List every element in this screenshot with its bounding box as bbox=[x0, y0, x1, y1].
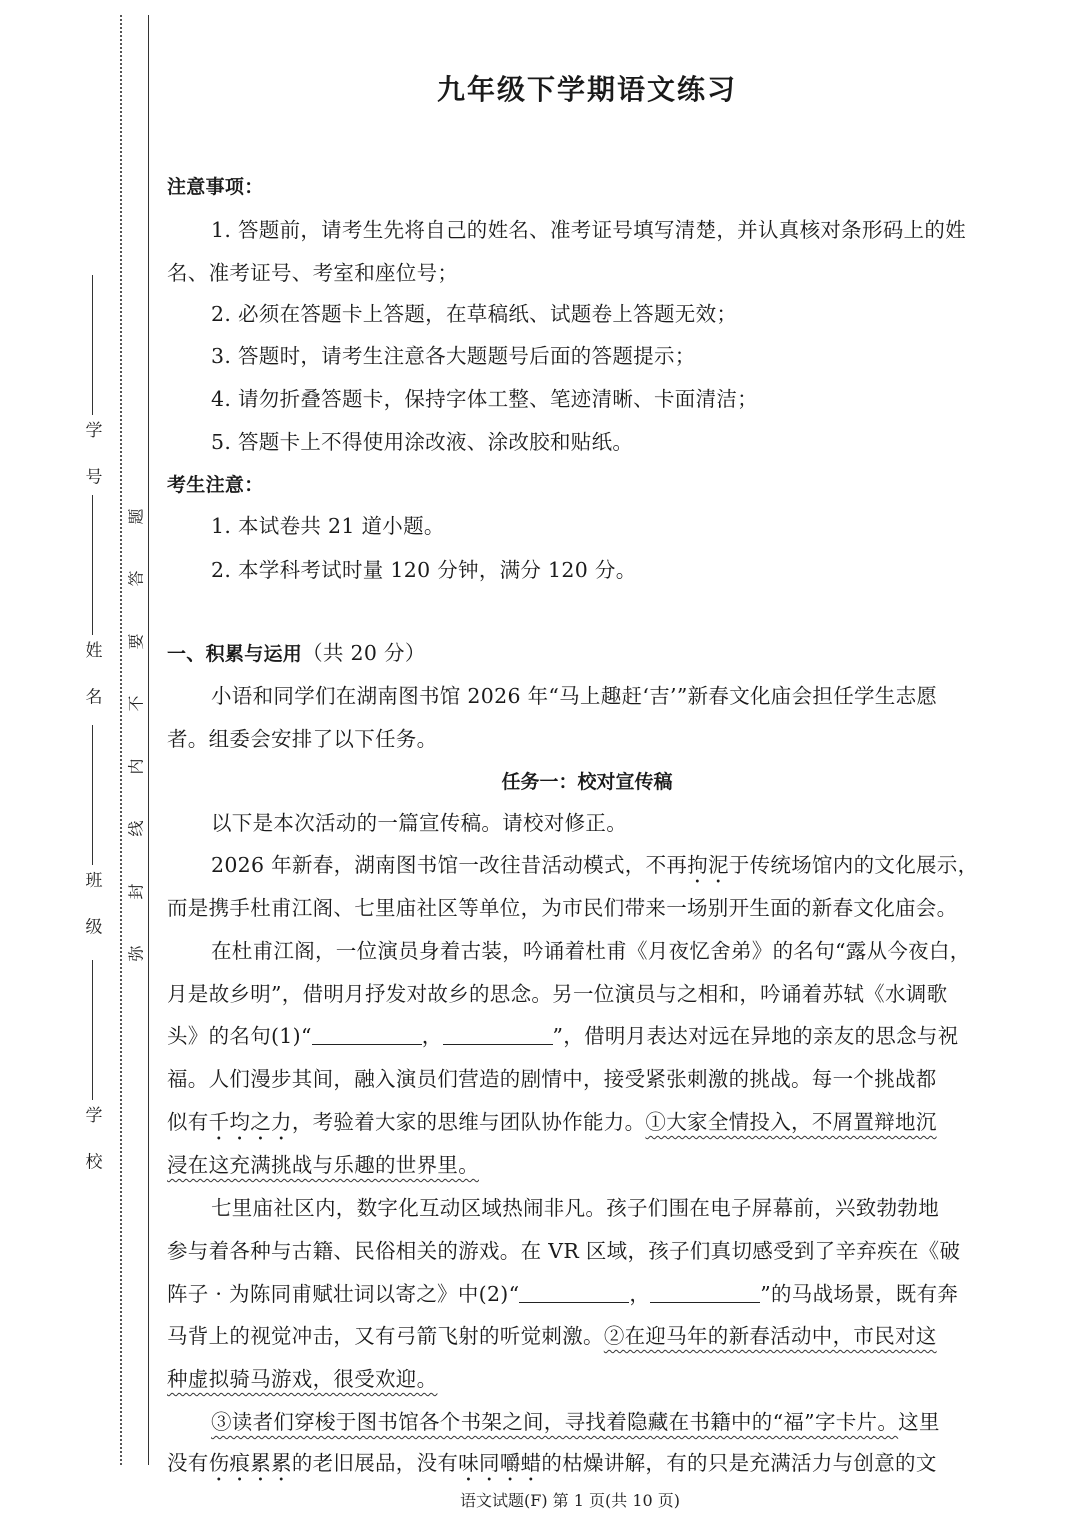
intro-line: 者。组委会安排了以下任务。 bbox=[167, 727, 438, 751]
binding-solid-line bbox=[148, 15, 149, 1465]
school-blank[interactable] bbox=[92, 960, 93, 1100]
text-span: 阵子 · 为陈同甫赋壮词以寄之》中(2)“ bbox=[167, 1282, 520, 1306]
answer-blank-1a[interactable] bbox=[312, 1024, 422, 1045]
student-id-field[interactable] bbox=[78, 275, 106, 502]
task-title: 任务一：校对宣传稿 bbox=[501, 771, 673, 793]
wavy-sentence-2-cont: 种虚拟骑马游戏，很受欢迎。 bbox=[167, 1367, 438, 1391]
section-title: 一、积累与运用 bbox=[167, 643, 303, 665]
page-title: 九年级下学期语文练习 bbox=[436, 73, 737, 106]
paragraph-line: 七里庙社区内，数字化互动区域热闹非凡。孩子们围在电子屏幕前，兴致勃勃地 bbox=[211, 1196, 939, 1220]
seal-char: 要 bbox=[126, 633, 146, 650]
intro-line: 小语和同学们在湖南图书馆 2026 年“马上趣赶‘吉’”新春文化庙会担任学生志愿 bbox=[211, 684, 938, 708]
task-intro: 以下是本次活动的一篇宣传稿。请校对修正。 bbox=[211, 811, 627, 835]
seal-char: 线 bbox=[126, 820, 146, 837]
notice-item: 5. 答题卡上不得使用涂改液、涂改胶和贴纸。 bbox=[211, 430, 634, 454]
dotted-word: 味同嚼蜡 bbox=[458, 1451, 542, 1475]
wavy-sentence-2: ②在迎马年的新春活动中，市民对这 bbox=[603, 1324, 937, 1348]
candidate-item: 2. 本学科考试时量 120 分钟，满分 120 分。 bbox=[211, 558, 637, 582]
text-span: 这里 bbox=[898, 1410, 940, 1434]
name-blank[interactable] bbox=[92, 495, 93, 635]
notice-item: 名、准考证号、考室和座位号； bbox=[167, 261, 459, 285]
candidate-item: 1. 本试卷共 21 道小题。 bbox=[211, 514, 445, 538]
paragraph-line bbox=[167, 1407, 1007, 1437]
seal-char: 弥 bbox=[126, 945, 146, 962]
name-field[interactable] bbox=[78, 495, 106, 722]
text-span: 没有 bbox=[167, 1451, 209, 1475]
wavy-sentence-3: ③读者们穿梭于图书馆各个书架之间，寻找着隐藏在书籍中的“福”字卡片。 bbox=[211, 1410, 899, 1434]
paragraph-line bbox=[167, 1150, 1007, 1180]
answer-blank-1b[interactable] bbox=[443, 1024, 553, 1045]
paragraph-line bbox=[167, 1107, 1007, 1145]
answer-blank-2b[interactable] bbox=[650, 1282, 760, 1303]
notice-item: 4. 请勿折叠答题卡，保持字体工整、笔迹清晰、卡面清洁； bbox=[211, 387, 758, 411]
notice-heading: 注意事项： bbox=[167, 176, 264, 198]
wavy-sentence-1: ①大家全情投入，不屑置辩地沉 bbox=[645, 1110, 937, 1134]
seal-char: 内 bbox=[126, 758, 146, 775]
class-blank[interactable] bbox=[92, 725, 93, 865]
student-id-label: 学 号 bbox=[81, 421, 102, 497]
notice-item: 3. 答题时，请考生注意各大题题号后面的答题提示； bbox=[211, 344, 696, 368]
dotted-word: 伤痕累累 bbox=[208, 1451, 292, 1475]
paragraph-line bbox=[167, 1448, 1007, 1486]
section-score: （共 20 分） bbox=[302, 641, 426, 665]
text-span: 于传统场馆内的文化展示， bbox=[728, 853, 979, 877]
paragraph-line bbox=[167, 1279, 1007, 1309]
seal-line-warning bbox=[122, 505, 148, 965]
text-span: 马背上的视觉冲击，又有弓箭飞射的听觉刺激。 bbox=[167, 1324, 604, 1348]
seal-char: 题 bbox=[126, 508, 146, 525]
text-span: ， bbox=[421, 1024, 443, 1048]
seal-char: 不 bbox=[126, 695, 146, 712]
dotted-word: 千均之力 bbox=[208, 1110, 292, 1134]
text-span: ”的马战场景，既有奔 bbox=[760, 1282, 959, 1306]
paragraph-line bbox=[167, 1321, 1007, 1351]
section-heading bbox=[167, 638, 1007, 669]
school-label: 学 校 bbox=[81, 1106, 102, 1182]
class-field[interactable] bbox=[78, 725, 106, 952]
notice-item: 1. 答题前，请考生先将自己的姓名、准考证号填写清楚，并认真核对条形码上的姓 bbox=[211, 218, 966, 242]
text-span: 头》的名句(1)“ bbox=[167, 1024, 312, 1048]
text-span: 2026 年新春，湖南图书馆一改往昔活动模式，不再 bbox=[211, 853, 688, 877]
paragraph-line: 而是携手杜甫江阁、七里庙社区等单位，为市民们带来一场别开生面的新春文化庙会。 bbox=[167, 896, 958, 920]
text-span: ， bbox=[629, 1282, 651, 1306]
notice-item: 2. 必须在答题卡上答题，在草稿纸、试题卷上答题无效； bbox=[211, 302, 738, 326]
student-id-blank[interactable] bbox=[92, 275, 93, 415]
text-span: 的枯燥讲解，有的只是充满活力与创意的文 bbox=[541, 1451, 937, 1475]
school-field[interactable] bbox=[78, 960, 106, 1187]
candidate-heading: 考生注意： bbox=[167, 474, 264, 496]
class-label: 班 级 bbox=[81, 871, 102, 947]
wavy-sentence-1-cont: 浸在这充满挑战与乐趣的世界里。 bbox=[167, 1153, 479, 1177]
text-span: ”，借明月表达对远在异地的亲友的思念与祝 bbox=[552, 1024, 959, 1048]
dotted-word: 拘泥 bbox=[687, 853, 729, 877]
paragraph-line: 参与着各种与古籍、民俗相关的游戏。在 VR 区域，孩子们真切感受到了辛弃疾在《破 bbox=[167, 1239, 961, 1263]
paragraph-line bbox=[167, 1364, 1007, 1394]
name-label: 姓 名 bbox=[81, 641, 102, 717]
paragraph-line: 在杜甫江阁，一位演员身着古装，吟诵着杜甫《月夜忆舍弟》的名句“露从今夜白， bbox=[211, 939, 971, 963]
text-span: 的老旧展品，没有 bbox=[291, 1451, 459, 1475]
page-footer: 语文试题(F) 第 1 页(共 10 页) bbox=[459, 1491, 681, 1510]
text-span: ，考验着大家的思维与团队协作能力。 bbox=[291, 1110, 646, 1134]
seal-char: 答 bbox=[126, 570, 146, 587]
paragraph-line: 福。人们漫步其间，融入演员们营造的剧情中，接受紧张刺激的挑战。每一个挑战都 bbox=[167, 1067, 937, 1091]
paragraph-line bbox=[167, 1021, 1007, 1051]
text-span: 似有 bbox=[167, 1110, 209, 1134]
answer-blank-2a[interactable] bbox=[519, 1282, 629, 1303]
paragraph-line: 月是故乡明”，借明月抒发对故乡的思念。另一位演员与之相和，吟诵着苏轼《水调歌 bbox=[167, 982, 948, 1006]
paragraph-line bbox=[167, 850, 1007, 888]
seal-char: 封 bbox=[126, 883, 146, 900]
